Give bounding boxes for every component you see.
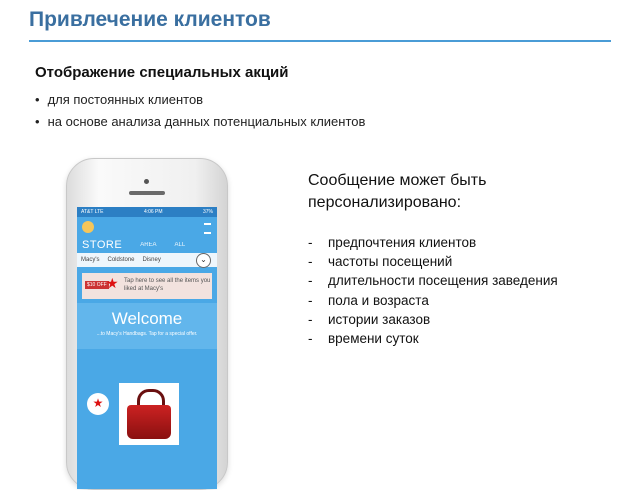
welcome-banner[interactable] <box>77 303 217 349</box>
personalization-message: Сообщение может быть персонализировано: <box>308 172 487 211</box>
battery-label: 37% <box>202 209 213 215</box>
chevron-down-icon[interactable]: ⌄ <box>196 253 211 268</box>
status-bar <box>77 207 217 217</box>
section-heading: Отображение специальных акций <box>35 64 289 81</box>
smartphone-illustration <box>66 158 228 490</box>
slide-title: Привлечение клиентов <box>29 8 271 31</box>
tab-all[interactable]: ALL <box>174 242 186 248</box>
filter-chip[interactable]: Coldstone <box>107 257 135 263</box>
factor-item: - времени суток <box>308 329 558 348</box>
bullet-list <box>35 92 365 136</box>
tab-store[interactable]: STORE <box>82 239 123 251</box>
menu-icon[interactable] <box>204 223 211 234</box>
factor-item: - предпочтения клиентов <box>308 233 558 252</box>
factor-item: - частоты посещений <box>308 252 558 271</box>
star-icon: ★ <box>106 275 119 291</box>
bullet-item: • для постоянных клиентов <box>35 92 365 107</box>
handbag-body <box>127 405 171 439</box>
status-time: 4:06 PM <box>143 209 163 215</box>
offer-text: Tap here to see all the items you liked at Macy's <box>124 278 211 292</box>
product-promo[interactable] <box>87 383 207 443</box>
factor-list <box>308 233 558 348</box>
welcome-title: Welcome <box>111 309 183 328</box>
store-badge-icon: ★ <box>87 393 109 415</box>
filter-chip[interactable]: Macy's <box>81 257 100 263</box>
handbag-image <box>119 383 179 445</box>
filter-chip[interactable]: Disney <box>142 257 161 263</box>
factor-item: - истории заказов <box>308 310 558 329</box>
app-top-bar <box>77 217 217 237</box>
offer-card[interactable] <box>82 273 212 299</box>
carrier-label: AT&T LTE <box>81 209 104 215</box>
discount-tag: $10 OFF <box>87 282 107 288</box>
speaker-grille <box>129 191 165 195</box>
bullet-item: • на основе анализа данных потенциальных клиентов <box>35 114 365 129</box>
factor-item: - пола и возраста <box>308 291 558 310</box>
avatar[interactable] <box>82 221 94 233</box>
tab-area[interactable]: AREA <box>140 242 157 248</box>
camera-dot <box>144 179 149 184</box>
welcome-text: ...to Macy's Handbags. Tap for a special offer. <box>96 331 198 337</box>
app-tabs <box>77 237 217 253</box>
store-filter-row <box>77 253 217 267</box>
phone-screen <box>77 207 217 489</box>
title-divider <box>29 40 611 42</box>
factor-item: - длительности посещения заведения <box>308 271 558 290</box>
